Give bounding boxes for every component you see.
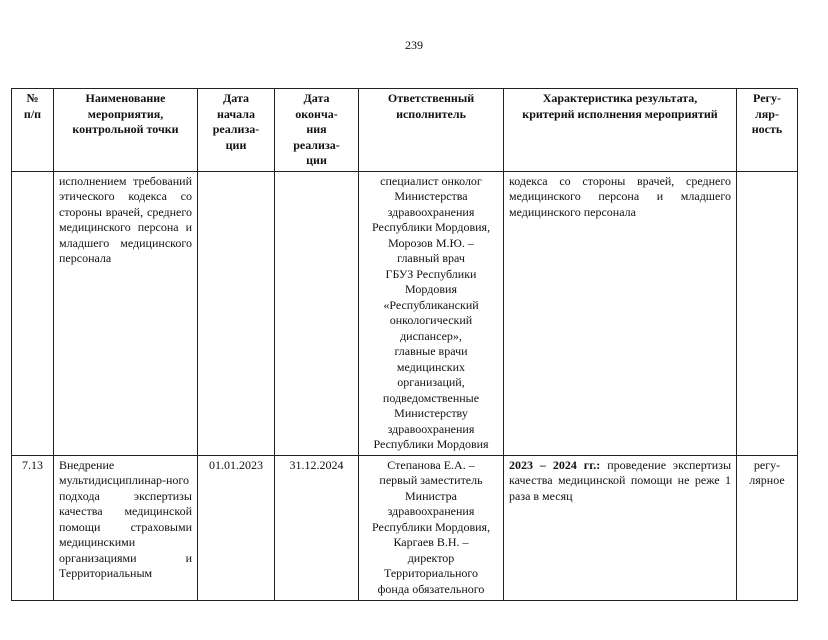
cell-name: Внедрение мультидисциплинар-ного подхода экспертизы качества медицинской помощи страховыми медицинскими организациями и Территориальным [54,455,198,600]
result-period: 2023 – 2024 гг.: [509,457,601,472]
cell-regularity: регу- лярное [737,455,798,600]
cell-responsible: Степанова Е.А. – первый заместитель Министра здравоохранения Республики Мордовия, Каргаев В.Н. – директор Территориального фонда обязательного [359,455,504,600]
cell-start-date [198,171,275,455]
cell-regularity [737,171,798,455]
cell-end-date: 31.12.2024 [275,455,359,600]
cell-responsible: специалист онколог Министерства здравоохранения Республики Мордовия, Морозов М.Ю. – главный врач ГБУЗ Республики Мордовия «Республиканский онкологический диспансер», главные врачи медицинских организаций, подведомственные Министерству здравоохранения Республики Мордовия [359,171,504,455]
page-number: 239 [405,38,423,52]
cell-start-date: 01.01.2023 [198,455,275,600]
result-text: проведение экспертизы качества медицинской помощи не реже 1 раза в месяц [509,457,732,503]
table-header-row [12,89,798,172]
cell-result [504,455,737,600]
cell-num: 7.13 [12,455,54,600]
result-text: кодекса со стороны врачей, среднего медицинского персона и младшего медицинского персонала [509,173,731,219]
header-name: Наименование мероприятия, контрольной точки [54,89,198,172]
header-responsible: Ответственный исполнитель [359,89,504,172]
header-result: Характеристика результата, критерий исполнения мероприятий [504,89,737,172]
cell-name: исполнением требований этического кодекса со стороны врачей, среднего медицинского персона и младшего медицинского персонала [54,171,198,455]
header-num: № п/п [12,89,54,172]
header-regularity: Регу- ляр- ность [737,89,798,172]
table-row [12,171,798,455]
cell-result [504,171,737,455]
activities-table [11,88,798,601]
header-end-date: Дата оконча- ния реализа- ции [275,89,359,172]
header-start-date: Дата начала реализа- ции [198,89,275,172]
table-row [12,455,798,600]
cell-end-date [275,171,359,455]
cell-num [12,171,54,455]
